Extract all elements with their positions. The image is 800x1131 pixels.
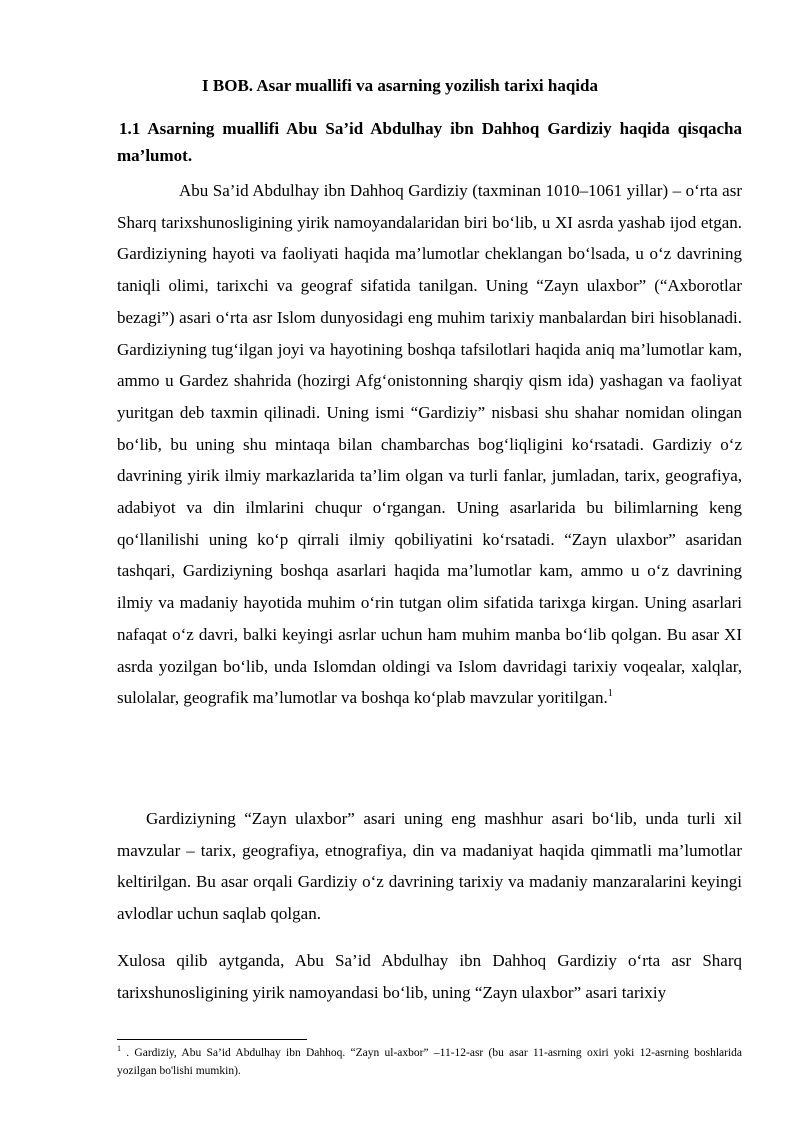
paragraph-3: Xulosa qilib aytganda, Abu Sa’id Abdulhay ibn Dahhoq Gardiziy o‘rta asr Sharq tarixshunosligining yirik namoyandasi bo‘lib, uning “Zayn ulaxbor” asari tarixiy <box>117 951 742 1002</box>
paragraph-1 <box>117 175 742 714</box>
footnote <box>117 1045 742 1080</box>
paragraph-2: Gardiziyning “Zayn ulaxbor” asari uning eng mashhur asari bo‘lib, unda turli xil mavzular – tarix, geografiya, etnografiya, din va madaniyat haqida qimmatli ma’lumotlar keltirilgan. Bu asar orqali Gardiziy o‘z davrining tarixiy va madaniy manzaralarini keyingi avlodlar uchun saqlab qolgan. <box>117 809 742 924</box>
chapter-title: I BOB. Asar muallifi va asarning yozilish tarixi haqida <box>202 76 598 95</box>
footnote-marker: 1 <box>117 1044 121 1053</box>
footnote-text: . Gardiziy, Abu Sa’id Abdulhay ibn Dahhoq. “Zayn ul-axbor” –11-12-asr (bu asar 11-asrning oxiri yoki 12-asrning boshlarida yozilgan bo'lishi mumkin). <box>117 1047 742 1077</box>
footnote-separator <box>117 1039 307 1040</box>
footnote-reference[interactable]: 1 <box>607 688 613 700</box>
section-title: 1.1 Asarning muallifi Abu Sa’id Abdulhay ibn Dahhoq Gardiziy haqida qisqacha ma’lumot. <box>117 119 742 165</box>
paragraph-1-text: Abu Sa’id Abdulhay ibn Dahhoq Gardiziy (taxminan 1010–1061 yillar) – o‘rta asr Sharq tarixshunosligining yirik namoyandalaridan biri bo‘lib, u XI asrda yashab ijod etgan. Gardiziyning hayoti va faoliyati haqida ma’lumotlar cheklangan bo‘lsada, u o‘z davrining taniqli olimi, tarixchi va geograf sifatida tanilgan. Uning “Zayn ulaxbor” (“Axborotlar bezagi”) asari o‘rta asr Islom dunyosidagi eng muhim tarixiy manbalardan biri hisoblanadi. Gardiziyning tug‘ilgan joyi va hayotining boshqa tafsilotlari haqida aniq ma’lumotlar kam, ammo u Gardez shahrida (hozirgi Afg‘onistonning sharqiy qism ida) yashagan va faoliyat yuritgan deb taxmin qilinadi. Uning ismi “Gardiziy” nisbasi shu shahar nomidan olingan bo‘lib, bu uning shu mintaqa bilan chambarchas bog‘liqligini ko‘rsatadi. Gardiziy o‘z davrining yirik ilmiy markazlarida ta’lim olgan va turli fanlar, jumladan, tarix, geografiya, adabiyot va din ilmlarini chuqur o‘rgangan. Uning asarlarida bu bilimlarning keng qo‘llanilishi uning ko‘p qirrali ilmiy qobiliyatini ko‘rsatadi. “Zayn ulaxbor” asaridan tashqari, Gardiziyning boshqa asarlari haqida ma’lumotlar kam, ammo u o‘z davrining ilmiy va madaniy hayotida muhim o‘rin tutgan olim sifatida tarixga kirgan. Uning asarlari nafaqat o‘z davri, balki keyingi asrlar uchun ham muhim manba bo‘lib qolgan. Bu asar XI asrda yozilgan bo‘lib, unda Islomdan oldingi va Islom davridagi tarixiy voqealar, xalqlar, sulolalar, geografik ma’lumotlar va boshqa ko‘plab mavzular yoritilgan. <box>117 181 742 708</box>
